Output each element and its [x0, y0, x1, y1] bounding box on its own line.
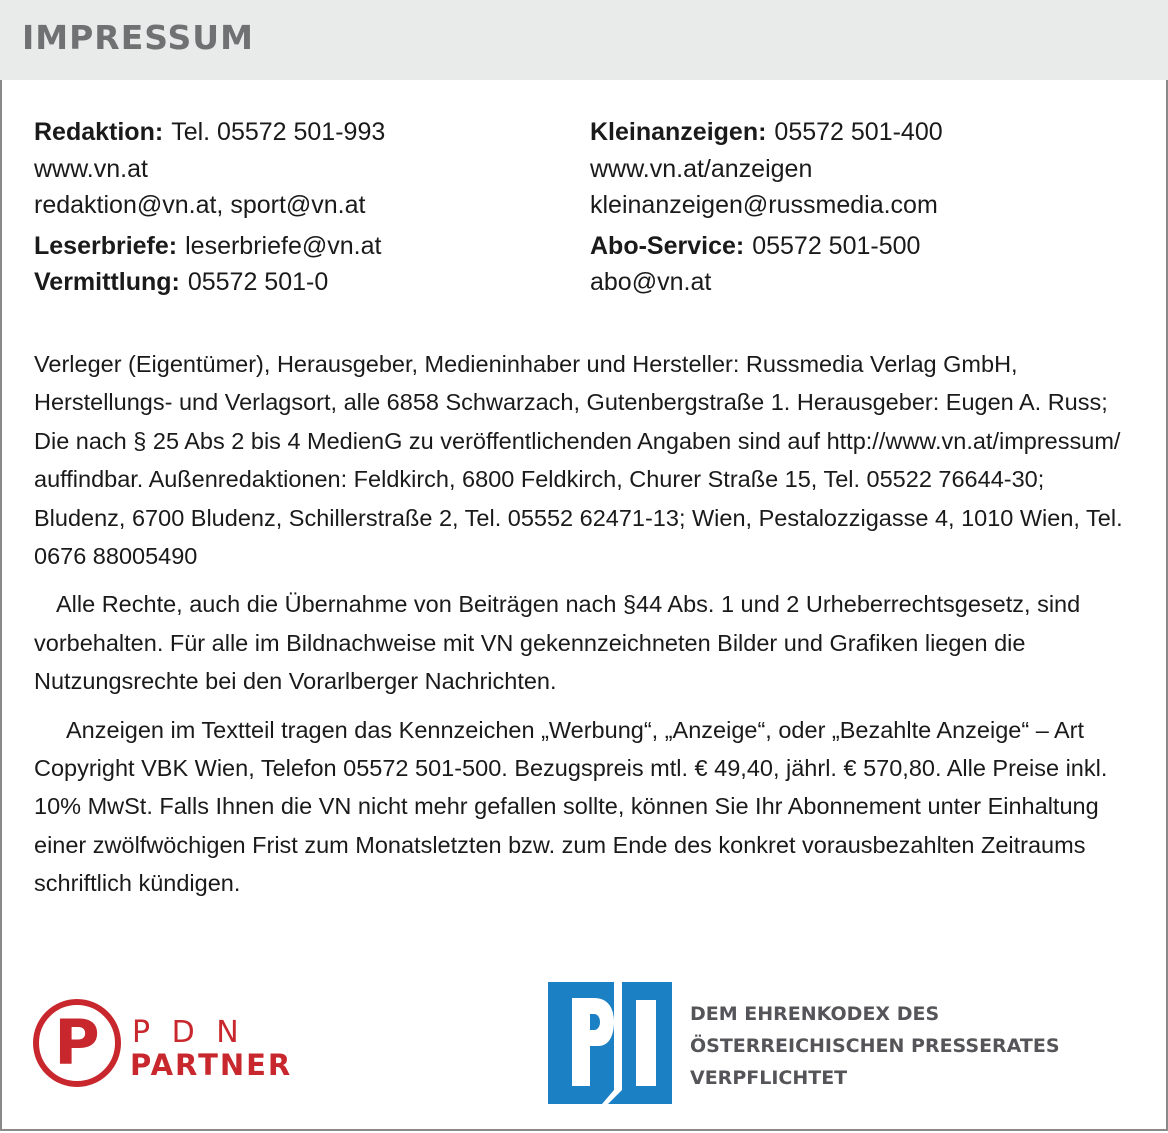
- kleinanzeigen-web: www.vn.at/anzeigen: [590, 154, 813, 183]
- redaktion-web: www.vn.at: [34, 154, 148, 183]
- abo-phone: 05572 501-500: [752, 231, 921, 260]
- redaktion-phone: Tel. 05572 501-993: [171, 118, 386, 146]
- leserbriefe-email: leserbriefe@vn.at: [185, 231, 382, 260]
- abo-email: abo@vn.at: [590, 268, 712, 296]
- rights-paragraph: Alle Rechte, auch die Übernahme von Beiträgen nach §44 Abs. 1 und 2 Urheberrechtsgesetz, sind vorbehalten. Für alle im Bildnachweise mit VN gekennzeichneten Bilder und Grafiken liegen die Nutzungsrechte bei den Vorarlberger Nachrichten.: [34, 591, 1081, 695]
- ads-pricing-paragraph: Anzeigen im Textteil tragen das Kennzeichen „Werbung“, „Anzeige“, oder „Bezahlte Anzeige“ – Art Copyright VBK Wien, Telefon 05572 501-500. Bezugspreis mtl. € 49,40, jährl. € 570,80. Alle Preise inkl. 10% MwSt. Falls Ihnen die VN nicht mehr gefallen sollte, können Sie Ihr Abonnement unter Einhaltung einer zwölfwöchigen Frist zum Monatsletzten bzw. zum Ende des konkret vorausbezahlten Zeitraums schriftlich kündigen.: [34, 716, 1108, 897]
- presserat-logo-icon: [548, 982, 672, 1104]
- redaktion-emails: redaktion@vn.at, sport@vn.at: [34, 191, 366, 219]
- kleinanzeigen-label: Kleinanzeigen:: [590, 118, 767, 146]
- pdn-letter: P: [54, 1006, 100, 1079]
- presserat-line-3: VERPFLICHTET: [690, 1067, 848, 1089]
- vermittlung-label: Vermittlung:: [34, 268, 180, 296]
- presserat-line-1: DEM EHRENKODEX DES: [690, 1003, 940, 1025]
- page-title: IMPRESSUM: [22, 18, 254, 57]
- abo-line: [590, 228, 1150, 265]
- contacts-right-column: [590, 114, 1150, 301]
- presserat-line-2: ÖSTERREICHISCHEN PRESSERATES: [690, 1035, 1060, 1057]
- kleinanzeigen-email: kleinanzeigen@russmedia.com: [590, 191, 938, 219]
- abo-label: Abo-Service:: [590, 231, 745, 260]
- contacts-left-column: [34, 114, 564, 301]
- pdn-line2: PARTNER: [130, 1048, 293, 1082]
- leserbriefe-label: Leserbriefe:: [34, 231, 178, 260]
- kleinanzeigen-phone: 05572 501-400: [774, 118, 943, 146]
- presserat-text: [690, 998, 1060, 1094]
- leserbriefe-line: [34, 228, 564, 265]
- publisher-paragraph: Verleger (Eigentümer), Herausgeber, Medieninhaber und Hersteller: Russmedia Verlag GmbH, Herstellungs- und Verlagsort, alle 6858 Schwarzach, Gutenbergstraße 1. Herausgeber: Eugen A. Russ; Die nach § 25 Abs 2 bis 4 MedienG zu veröffentlichenden Angaben sind auf http://www.vn.at/impressum/ auffindbar. Außenredaktionen: Feldkirch, 6800 Feldkirch, Churer Straße 15, Tel. 05522 76644-30; Bludenz, 6700 Bludenz, Schillerstraße 2, Tel. 05552 62471-13; Wien, Pestalozzigasse 4, 1010 Wien, Tel. 0676 88005490: [34, 351, 1123, 570]
- impressum-header: [0, 0, 1168, 80]
- vermittlung-line: [34, 264, 564, 301]
- redaktion-line: [34, 114, 564, 151]
- pdn-line1: P D N: [132, 1015, 245, 1050]
- pdn-partner-logo: [30, 996, 300, 1092]
- impressum-body: [34, 345, 1128, 903]
- redaktion-label: Redaktion:: [34, 118, 164, 146]
- vermittlung-phone: 05572 501-0: [187, 268, 329, 296]
- kleinanzeigen-line: [590, 114, 1150, 151]
